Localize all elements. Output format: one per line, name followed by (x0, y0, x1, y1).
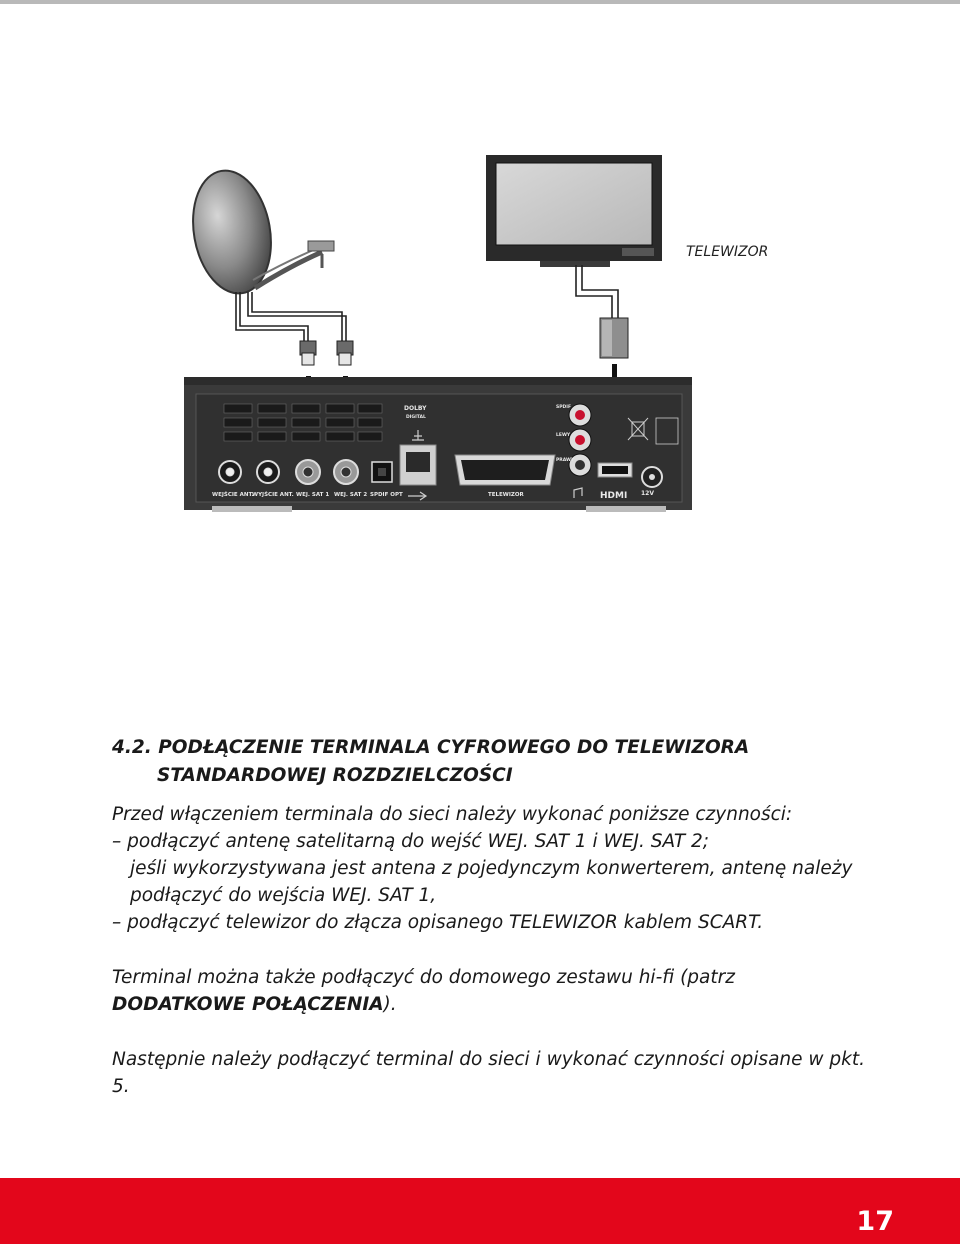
label-spdif-coax: SPDIF (556, 405, 572, 410)
terminal-icon (184, 377, 692, 512)
f-connector-2 (337, 341, 353, 365)
next-step-paragraph: Następnie należy podłączyć terminal do sieci i wykonać czynności opisane w pkt. 5. (112, 1049, 865, 1097)
intro-paragraph: Przed włączeniem terminala do sieci należy wykonać poniższe czynności: (112, 804, 793, 825)
page-number: 17 (856, 1206, 894, 1237)
label-audio-left: LEWY (556, 433, 571, 438)
satellite-dish-icon (184, 164, 334, 299)
section-heading (112, 734, 872, 790)
label-telewizor: TELEWIZOR (488, 492, 524, 498)
f-connector-1 (300, 341, 316, 365)
hifi-text: Terminal można także podłączyć do domowego zestawu hi-fi (patrz (112, 967, 735, 988)
label-power: 12V (641, 490, 654, 497)
scart-cable (576, 265, 628, 358)
list-item-antenna-note: jeśli wykorzystywana jest antena z pojedynczym konwerterem, antenę należy podłączyć do wejścia WEJ. SAT 1, (130, 858, 853, 906)
label-wejscie-ant: WEJŚCIE ANT. (212, 492, 254, 498)
connection-diagram (0, 0, 960, 560)
label-wej-sat2: WEJ. SAT 2 (334, 492, 368, 498)
label-audio-right: PRAWY (556, 458, 575, 463)
label-dolby: DOLBY (404, 405, 427, 412)
hifi-text-end: ). (383, 994, 397, 1015)
label-hdmi: HDMI (600, 491, 628, 501)
tv-icon (486, 155, 662, 267)
scart-port (455, 455, 555, 485)
heading-line2: STANDARDOWEJ ROZDZIELCZOŚCI (157, 765, 513, 786)
label-wej-sat1: WEJ. SAT 1 (296, 492, 330, 498)
heading-line1: 4.2. PODŁĄCZENIE TERMINALA CYFROWEGO DO TELEWIZORA (112, 737, 750, 758)
tv-label: TELEWIZOR (686, 244, 769, 260)
footer-bar (0, 1178, 960, 1244)
antenna-cables (236, 292, 346, 345)
label-wyjscie-ant: WYJŚCIE ANT. (252, 492, 294, 498)
hifi-paragraph (112, 964, 872, 1018)
list-item-tv: – podłączyć telewizor do złącza opisanego TELEWIZOR kablem SCART. (112, 912, 764, 933)
label-spdif: SPDIF OPT (370, 492, 403, 498)
hifi-reference: DODATKOWE POŁĄCZENIA (112, 994, 384, 1015)
list-item-antenna: – podłączyć antenę satelitarną do wejść WEJ. SAT 1 i WEJ. SAT 2; (112, 831, 710, 852)
label-dolby-sub: DIGITAL (406, 415, 426, 420)
